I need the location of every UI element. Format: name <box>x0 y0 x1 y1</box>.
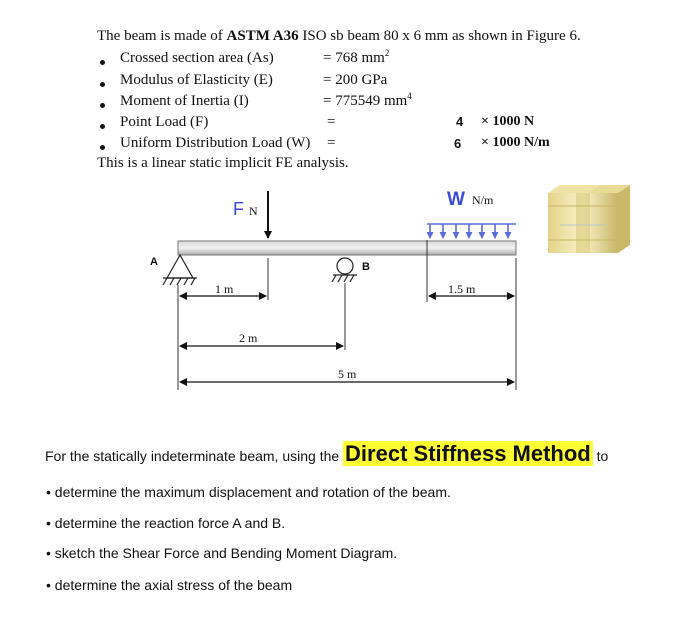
i-beam-icon <box>548 185 630 253</box>
udl-label: W <box>447 189 465 210</box>
point-load-unit-label: N <box>249 204 258 218</box>
analysis-note: This is a linear static implicit FE analysis. <box>97 155 349 171</box>
support-a-pin <box>163 255 197 285</box>
property-value: = <box>327 135 336 151</box>
property-label: Uniform Distribution Load (W) <box>120 135 311 151</box>
question-intro: For the statically indeterminate beam, using the Direct Stiffness Method to <box>45 441 609 466</box>
property-label: Moment of Inertia (I) <box>120 93 249 109</box>
property-label: Modulus of Elasticity (E) <box>120 72 273 88</box>
support-b-roller <box>332 258 357 282</box>
material-name: ASTM A36 <box>226 28 299 44</box>
distributed-load-unit: × 1000 N/m <box>481 135 550 150</box>
task-item: • sketch the Shear Force and Bending Moment Diagram. <box>46 545 398 561</box>
property-value: = 768 $mm^2$ <box>323 48 390 66</box>
task-item: • determine the reaction force A and B. <box>46 515 286 531</box>
dim-1m-label: 1 m <box>215 282 234 296</box>
support-a-label: A <box>150 256 158 268</box>
property-value: = <box>327 114 336 130</box>
dim-2m-label: 2 m <box>239 331 258 345</box>
property-value: = 775549 $mm^4$ <box>323 91 412 109</box>
udl-arrows <box>427 224 516 238</box>
intro-text: The beam is made of ASTM A36 ISO sb beam 80 x 6 mm as shown in Figure 6. <box>97 28 581 44</box>
dim-1-5m-label: 1.5 m <box>448 282 476 296</box>
property-value: = 200 GPa <box>323 72 388 88</box>
task-item: • determine the axial stress of the beam <box>46 577 293 593</box>
beam <box>178 241 516 255</box>
udl-unit-label: N/m <box>472 193 494 207</box>
distributed-load-factor: 6 <box>454 136 462 151</box>
property-label: Crossed section area (As) <box>120 50 274 66</box>
method-highlight: Direct Stiffness Method <box>345 441 591 466</box>
point-load-factor: 4 <box>456 114 464 129</box>
task-item: • determine the maximum displacement and rotation of the beam. <box>46 484 451 500</box>
dim-5m-label: 5 m <box>338 367 357 381</box>
point-load-unit: × 1000 N <box>481 114 535 129</box>
point-load-label: F <box>233 199 244 219</box>
property-label: Point Load (F) <box>120 114 209 130</box>
support-b-label: B <box>362 261 370 273</box>
